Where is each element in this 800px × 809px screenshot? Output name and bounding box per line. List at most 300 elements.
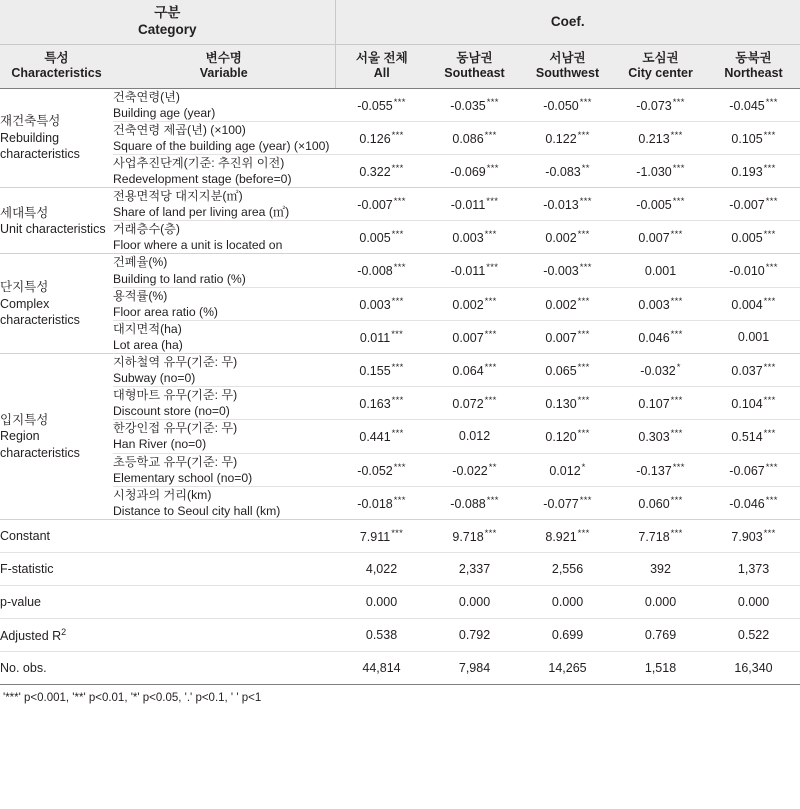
header-variable: [113, 44, 335, 88]
coef-number: -0.008: [357, 264, 393, 279]
summary-label: No. obs.: [0, 651, 335, 684]
significance-stars: ***: [579, 196, 592, 208]
coef-number: 0.060: [638, 496, 670, 511]
group-label: [0, 354, 113, 520]
coef-value: [707, 287, 800, 320]
coef-number: 0.120: [545, 430, 577, 445]
header-coef: Coef.: [335, 0, 800, 44]
significance-stars: ***: [579, 262, 592, 274]
significance-stars: ***: [670, 428, 683, 440]
summary-value: [707, 585, 800, 618]
header-characteristics-ko: 특성: [44, 50, 69, 65]
coef-number: 0.303: [638, 430, 670, 445]
summary-number: 0.699: [551, 627, 584, 642]
significance-stars: ***: [763, 229, 776, 241]
variable-label-en: Building to land ratio (%): [113, 271, 246, 286]
coef-value: [335, 354, 428, 387]
coef-number: -0.003: [543, 264, 579, 279]
coef-number: 0.122: [545, 131, 577, 146]
variable-label: [113, 221, 335, 254]
variable-label: [113, 154, 335, 187]
group-label-ko: 재건축특성: [0, 114, 61, 129]
table-row: [0, 387, 800, 420]
header-characteristics-en: Characteristics: [11, 66, 102, 80]
variable-label-en: Building age (year): [113, 105, 216, 120]
header-col-southeast: 동남권 Southeast: [428, 44, 521, 88]
variable-label: [113, 420, 335, 453]
summary-value: [428, 552, 521, 585]
summary-value: [614, 552, 707, 585]
group-label: [0, 254, 113, 354]
coef-value: [707, 453, 800, 486]
summary-value: [614, 585, 707, 618]
coef-value: [707, 88, 800, 121]
coef-value: [335, 287, 428, 320]
coef-number: -0.007: [357, 198, 393, 213]
summary-number: 0.000: [458, 594, 491, 609]
coef-number: -0.088: [450, 496, 486, 511]
summary-number: 4,022: [365, 561, 398, 576]
variable-label: [113, 387, 335, 420]
coef-number: 0.155: [359, 364, 391, 379]
significance-stars: ***: [484, 295, 497, 307]
coef-number: -0.055: [357, 98, 393, 113]
summary-value: [707, 552, 800, 585]
coef-value: [428, 287, 521, 320]
group-label-ko: 세대특성: [0, 205, 49, 220]
significance-stars: *: [676, 362, 681, 374]
summary-number: 392: [650, 561, 671, 576]
coef-number: 0.007: [452, 330, 484, 345]
variable-label-ko: 한강인접 유무(기준: 무): [113, 421, 238, 436]
coef-number: 0.001: [644, 263, 677, 278]
summary-number: 0.000: [644, 594, 677, 609]
coef-number: -0.073: [636, 98, 672, 113]
summary-value: [335, 519, 428, 552]
summary-value: [614, 651, 707, 684]
significance-stars: ***: [670, 395, 683, 407]
coef-value: [428, 121, 521, 154]
group-label-en: Complex characteristics: [0, 296, 80, 327]
table-row: [0, 354, 800, 387]
header-row-sub: [0, 44, 800, 88]
coef-number: 0.001: [737, 329, 770, 344]
significance-stars: ***: [484, 362, 497, 374]
coef-number: -0.013: [543, 198, 579, 213]
coef-value: [707, 221, 800, 254]
coef-number: 0.012: [458, 429, 491, 444]
table-row: [0, 320, 800, 353]
header-characteristics: [0, 44, 113, 88]
coef-value: [521, 486, 614, 519]
table-row: [0, 221, 800, 254]
header-variable-ko: 변수명: [205, 50, 242, 65]
summary-number: 2,556: [551, 561, 584, 576]
variable-label-ko: 건폐율(%): [113, 255, 168, 270]
summary-value: [335, 618, 428, 651]
variable-label: [113, 88, 335, 121]
summary-row: [0, 618, 800, 651]
coef-number: 0.072: [452, 397, 484, 412]
summary-value: [428, 519, 521, 552]
variable-label-en: Subway (no=0): [113, 371, 196, 386]
coef-number: 0.130: [545, 397, 577, 412]
significance-stars: ***: [577, 395, 590, 407]
significance-stars: ***: [670, 229, 683, 241]
variable-label-ko: 지하철역 유무(기준: 무): [113, 355, 238, 369]
variable-label-en: Lot area (ha): [113, 337, 183, 352]
superscript: 2: [61, 626, 67, 637]
summary-value: [707, 651, 800, 684]
coef-value: [614, 453, 707, 486]
coef-value: [428, 88, 521, 121]
coef-number: 0.003: [638, 297, 670, 312]
variable-label-en: Square of the building age (year) (×100): [113, 138, 330, 153]
significance-stars: ***: [763, 527, 776, 539]
coef-number: -0.005: [636, 198, 672, 213]
summary-value: [428, 651, 521, 684]
significance-stars: ***: [579, 96, 592, 108]
coef-value: [521, 254, 614, 287]
significance-stars: ***: [393, 461, 406, 473]
group-label-ko: 단지특성: [0, 280, 49, 295]
coef-value: [614, 320, 707, 353]
coef-number: -0.032: [640, 364, 676, 379]
coef-value: [335, 88, 428, 121]
significance-stars: ***: [577, 229, 590, 241]
variable-label-ko: 전용면적당 대지지분(㎡): [113, 189, 243, 204]
summary-value: [521, 585, 614, 618]
significance-stars: ***: [765, 262, 778, 274]
coef-number: 0.163: [359, 397, 391, 412]
coef-value: [614, 121, 707, 154]
table-row: [0, 188, 800, 221]
significance-stars: ***: [484, 229, 497, 241]
coef-value: [521, 221, 614, 254]
significance-stars: ***: [765, 96, 778, 108]
summary-value: [521, 552, 614, 585]
coef-value: [335, 221, 428, 254]
coef-number: 0.004: [731, 297, 763, 312]
coef-number: -0.046: [729, 496, 765, 511]
variable-label-ko: 초등학교 유무(기준: 무): [113, 454, 238, 469]
summary-value: [521, 519, 614, 552]
summary-row: [0, 552, 800, 585]
variable-label-en: Distance to Seoul city hall (km): [113, 503, 281, 518]
coef-number: 0.065: [545, 364, 577, 379]
summary-row: [0, 519, 800, 552]
summary-number: 1,518: [644, 660, 677, 675]
header-category: [0, 0, 335, 44]
variable-label-ko: 건축연령 제곱(년) (×100): [113, 122, 246, 137]
coef-number: 0.011: [359, 330, 391, 345]
coef-number: -0.069: [450, 165, 486, 180]
table-row: [0, 121, 800, 154]
coef-value: [614, 486, 707, 519]
coef-number: 0.213: [638, 131, 670, 146]
footnote: '***' p<0.001, '**' p<0.01, '*' p<0.05, '.' p<0.1, ' ' p<1: [3, 691, 262, 704]
coef-value: [521, 320, 614, 353]
summary-number: 7.903: [731, 530, 763, 545]
coef-number: -0.077: [543, 496, 579, 511]
coef-number: -0.052: [357, 463, 393, 478]
coef-number: -0.137: [636, 463, 672, 478]
group-label-en: Unit characteristics: [0, 221, 106, 236]
coef-number: -0.050: [543, 98, 579, 113]
summary-value: [428, 618, 521, 651]
summary-number: 7,984: [458, 660, 491, 675]
coef-value: [614, 188, 707, 221]
variable-label: [113, 453, 335, 486]
summary-number: 7.718: [638, 530, 670, 545]
coef-number: 0.005: [359, 231, 391, 246]
variable-label: [113, 320, 335, 353]
variable-label: [113, 188, 335, 221]
coef-value: [335, 121, 428, 154]
coef-value: [428, 320, 521, 353]
coef-value: [428, 453, 521, 486]
coef-value: [707, 486, 800, 519]
summary-value: [335, 651, 428, 684]
header-row-top: [0, 0, 800, 44]
significance-stars: **: [488, 461, 497, 473]
coef-number: 0.046: [638, 330, 670, 345]
coef-value: [521, 188, 614, 221]
significance-stars: ***: [763, 362, 776, 374]
significance-stars: ***: [670, 527, 683, 539]
significance-stars: ***: [763, 295, 776, 307]
coef-value: [428, 420, 521, 453]
coef-number: 0.003: [452, 231, 484, 246]
coef-value: [335, 188, 428, 221]
coef-number: 0.002: [452, 297, 484, 312]
table-row: [0, 254, 800, 287]
coef-value: [335, 254, 428, 287]
significance-stars: ***: [391, 162, 404, 174]
significance-stars: ***: [391, 527, 404, 539]
coef-value: [614, 154, 707, 187]
coef-value: [614, 387, 707, 420]
coef-value: [707, 121, 800, 154]
coef-value: [428, 221, 521, 254]
coef-value: [707, 320, 800, 353]
coef-value: [428, 354, 521, 387]
coef-number: 0.086: [452, 131, 484, 146]
group-label: [0, 88, 113, 188]
summary-label: Constant: [0, 519, 335, 552]
coef-number: 0.003: [359, 297, 391, 312]
significance-stars: ***: [672, 162, 685, 174]
coef-number: 0.037: [731, 364, 763, 379]
summary-value: [335, 585, 428, 618]
coef-value: [521, 387, 614, 420]
significance-stars: ***: [486, 96, 499, 108]
summary-number: 0.522: [737, 627, 770, 642]
coef-value: [335, 387, 428, 420]
variable-label-ko: 거래층수(층): [113, 222, 180, 237]
table-row: [0, 154, 800, 187]
summary-value: [614, 519, 707, 552]
header-category-ko: 구분: [154, 5, 181, 21]
significance-stars: ***: [763, 129, 776, 141]
variable-label-en: Han River (no=0): [113, 437, 207, 452]
summary-row: [0, 651, 800, 684]
summary-number: 0.792: [458, 627, 491, 642]
summary-number: 8.921: [545, 530, 577, 545]
significance-stars: ***: [765, 196, 778, 208]
coef-value: [428, 486, 521, 519]
significance-stars: ***: [486, 196, 499, 208]
summary-number: 16,340: [734, 660, 773, 675]
header-col-all: 서울 전체 All: [335, 44, 428, 88]
significance-stars: ***: [670, 328, 683, 340]
significance-stars: ***: [577, 527, 590, 539]
significance-stars: ***: [577, 129, 590, 141]
significance-stars: ***: [486, 494, 499, 506]
coef-number: 0.105: [731, 131, 763, 146]
coef-value: [614, 354, 707, 387]
coef-number: -1.030: [636, 165, 672, 180]
significance-stars: ***: [765, 461, 778, 473]
summary-value: [707, 519, 800, 552]
variable-label-en: Share of land per living area (㎡): [113, 205, 290, 220]
group-label-en: Rebuilding characteristics: [0, 130, 80, 161]
significance-stars: ***: [577, 328, 590, 340]
summary-number: 1,373: [737, 561, 770, 576]
coef-number: -0.045: [729, 98, 765, 113]
coef-value: [428, 188, 521, 221]
coef-value: [335, 453, 428, 486]
summary-number: 14,265: [548, 660, 587, 675]
summary-label: p-value: [0, 585, 335, 618]
significance-stars: ***: [393, 196, 406, 208]
coef-value: [614, 221, 707, 254]
group-label-en: Region characteristics: [0, 429, 80, 460]
significance-stars: ***: [486, 262, 499, 274]
header-col-northeast: 동북권 Northeast: [707, 44, 800, 88]
coef-number: -0.011: [450, 198, 486, 213]
significance-stars: ***: [486, 162, 499, 174]
summary-value: [521, 651, 614, 684]
coef-number: 0.002: [545, 297, 577, 312]
coef-number: 0.107: [638, 397, 670, 412]
summary-value: [521, 618, 614, 651]
significance-stars: ***: [484, 527, 497, 539]
coef-value: [614, 88, 707, 121]
significance-stars: ***: [763, 428, 776, 440]
table-row: [0, 453, 800, 486]
variable-label: [113, 486, 335, 519]
significance-stars: ***: [391, 129, 404, 141]
coef-number: -0.067: [729, 463, 765, 478]
significance-stars: ***: [577, 362, 590, 374]
coef-number: 0.012: [549, 463, 581, 478]
coef-value: [707, 188, 800, 221]
group-label: [0, 188, 113, 254]
table-row: [0, 420, 800, 453]
variable-label: [113, 287, 335, 320]
summary-label: Adjusted $R^2$: [0, 618, 335, 651]
group-label-ko: 입지특성: [0, 413, 49, 428]
significance-stars: ***: [484, 395, 497, 407]
coef-value: [614, 254, 707, 287]
variable-label-en: Floor where a unit is located on: [113, 238, 283, 253]
coef-number: 0.193: [731, 165, 763, 180]
significance-stars: ***: [393, 96, 406, 108]
coef-value: [521, 88, 614, 121]
significance-stars: ***: [391, 229, 404, 241]
coef-value: [707, 420, 800, 453]
summary-number: 7.911: [359, 530, 391, 545]
variable-label-ko: 용적률(%): [113, 288, 168, 303]
variable-label-en: Floor area ratio (%): [113, 304, 218, 319]
coef-number: 0.005: [731, 231, 763, 246]
summary-value: [614, 618, 707, 651]
header-col-citycenter: 도심권 City center: [614, 44, 707, 88]
coef-value: [428, 154, 521, 187]
coef-number: 0.007: [638, 231, 670, 246]
significance-stars: ***: [391, 428, 404, 440]
variable-label: [113, 121, 335, 154]
variable-label-ko: 시청과의 거리(km): [113, 487, 212, 502]
coef-number: -0.011: [450, 264, 486, 279]
summary-value: [707, 618, 800, 651]
coef-value: [614, 287, 707, 320]
significance-stars: ***: [765, 494, 778, 506]
coef-value: [521, 420, 614, 453]
coef-value: [335, 320, 428, 353]
significance-stars: ***: [391, 362, 404, 374]
coef-number: -0.083: [545, 165, 581, 180]
significance-stars: ***: [763, 395, 776, 407]
variable-label-en: Elementary school (no=0): [113, 470, 253, 485]
variable-label-en: Discount store (no=0): [113, 404, 230, 419]
significance-stars: ***: [672, 96, 685, 108]
coef-number: 0.064: [452, 364, 484, 379]
coef-number: -0.035: [450, 98, 486, 113]
coef-number: -0.018: [357, 496, 393, 511]
table-body: [0, 88, 800, 684]
coef-value: [335, 486, 428, 519]
coef-number: 0.441: [359, 430, 391, 445]
significance-stars: **: [581, 162, 590, 174]
coef-value: [428, 254, 521, 287]
variable-label-ko: 대지면적(ha): [113, 321, 182, 336]
summary-number: 0.000: [737, 594, 770, 609]
coef-value: [521, 154, 614, 187]
variable-label-en: Redevelopment stage (before=0): [113, 171, 292, 186]
significance-stars: ***: [763, 162, 776, 174]
summary-number: 0.538: [365, 627, 398, 642]
table-row: [0, 287, 800, 320]
significance-stars: ***: [672, 461, 685, 473]
coef-value: [707, 154, 800, 187]
table-row: [0, 88, 800, 121]
table-row: [0, 486, 800, 519]
coef-number: 0.322: [359, 165, 391, 180]
variable-label-ko: 건축연령(년): [113, 89, 180, 104]
significance-stars: *: [581, 461, 586, 473]
coef-number: 0.126: [359, 131, 391, 146]
significance-stars: ***: [393, 262, 406, 274]
coef-value: [521, 287, 614, 320]
coef-value: [707, 387, 800, 420]
coef-value: [707, 254, 800, 287]
coef-number: 0.007: [545, 330, 577, 345]
variable-label-ko: 사업추진단계(기준: 추진위 이전): [113, 155, 285, 170]
coef-number: -0.022: [452, 463, 488, 478]
summary-number: 0.000: [551, 594, 584, 609]
